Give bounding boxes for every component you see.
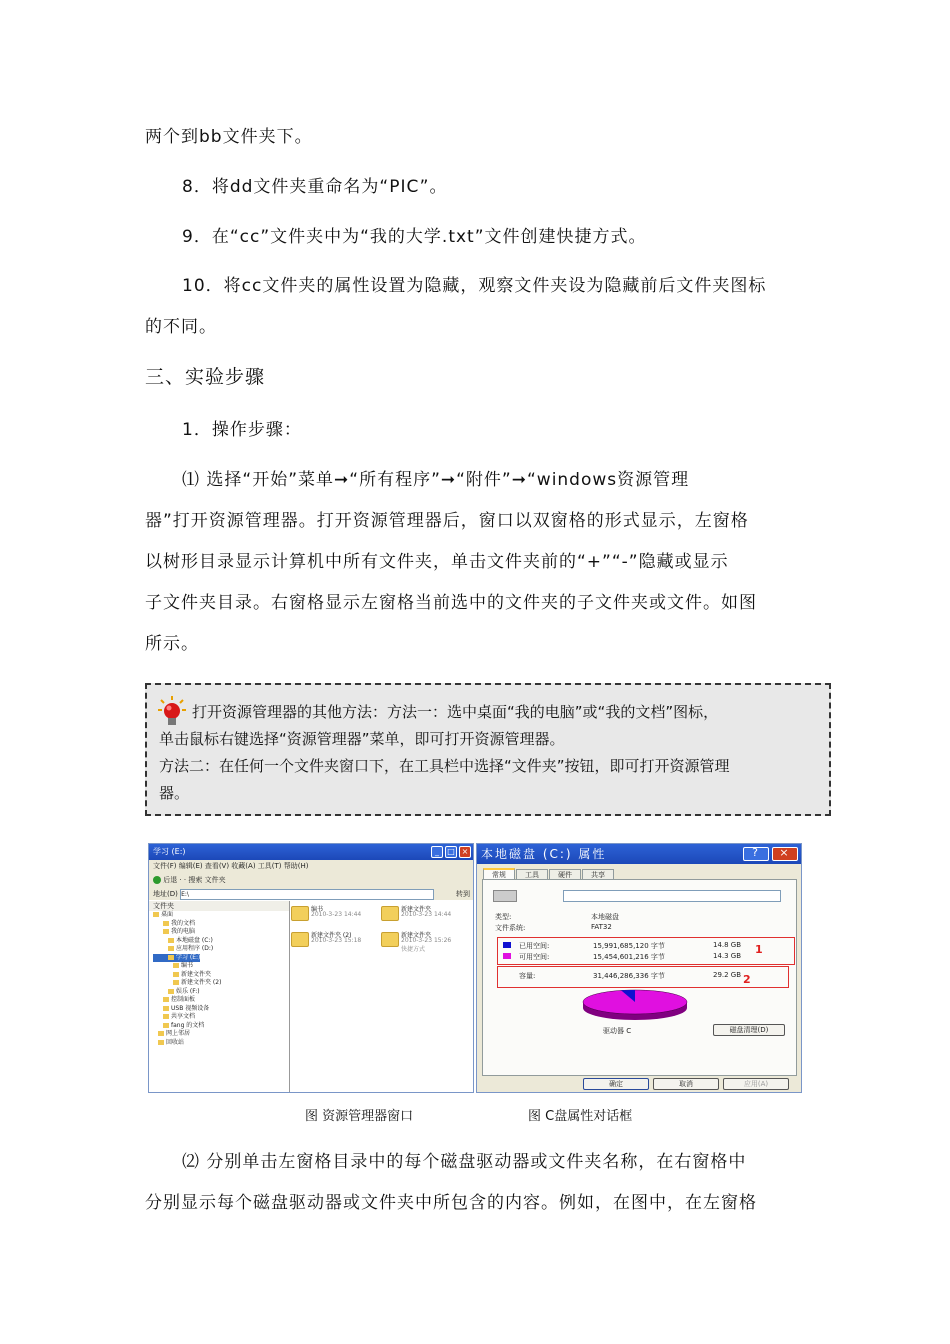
capacity-label: 容量: (519, 972, 536, 980)
tree-item[interactable] (153, 920, 289, 929)
tree-item[interactable] (153, 996, 289, 1005)
disk-cleanup-button[interactable]: 磁盘清理(D) (713, 1024, 785, 1036)
capacity-bytes: 31,446,286,336 字节 (593, 972, 665, 980)
free-gb: 14.3 GB (713, 952, 742, 960)
apply-button[interactable]: 应用(A) (723, 1078, 789, 1090)
tree-item[interactable] (153, 988, 289, 997)
minimize-icon: _ (431, 846, 443, 858)
free-swatch (503, 953, 511, 959)
tree-item-label: 新建文件夹 (2) (181, 979, 222, 986)
tree-item[interactable] (153, 962, 289, 971)
disk-usage-pie (581, 988, 689, 1022)
folder-tree (149, 911, 289, 1047)
tree-item-label: 娱乐 (F:) (176, 987, 200, 995)
file-item[interactable] (381, 930, 471, 954)
tree-item-label: USB 视频设备 (171, 1004, 210, 1012)
tip-line: 方法二：在任何一个文件夹窗口下，在工具栏中选择“文件夹”按钮，即可打开资源管理 (159, 757, 730, 775)
go-button: 转到 (456, 890, 470, 898)
step-heading: 1．操作步骤： (182, 420, 302, 440)
file-name: 新建文件夹 (401, 932, 432, 939)
folder-icon (163, 1023, 169, 1028)
tab-0[interactable]: 常规 (483, 868, 515, 881)
folder-tree-pane (149, 901, 290, 1093)
paragraph-line: 器”打开资源管理器。打开资源管理器后，窗口以双窗格的形式显示，左窗格 (145, 511, 749, 531)
maximize-icon: □ (445, 846, 457, 858)
paragraph-line: 两个到bb文件夹下。 (145, 127, 313, 147)
paragraph-line: 分别显示每个磁盘驱动器或文件夹中所包含的内容。例如，在图中，在左窗格 (145, 1193, 757, 1213)
tree-item[interactable] (153, 1013, 289, 1022)
section-heading: 三、实验步骤 (145, 366, 266, 388)
file-name: 新建文件夹 (401, 906, 432, 913)
folder-icon (153, 912, 159, 917)
paragraph-line: 所示。 (145, 634, 199, 654)
tree-item[interactable] (153, 954, 200, 963)
folder-icon (168, 946, 174, 951)
file-type: 快捷方式 (401, 946, 426, 953)
tree-item-label: 本地磁盘 (C:) (176, 936, 213, 944)
folder-icon (173, 972, 179, 977)
paragraph-line: 的不同。 (145, 317, 217, 337)
folder-icon (168, 938, 174, 943)
toolbar-labels: 后退 · · 搜索 文件夹 (163, 876, 226, 884)
folder-icon (163, 997, 169, 1002)
back-icon (153, 876, 161, 884)
file-date: 2010-3-23 14:44 (401, 911, 452, 918)
paragraph-item-8: 8．将dd文件夹重命名为“PIC”。 (182, 177, 448, 197)
tip-box (145, 683, 831, 816)
folder-icon (291, 906, 309, 921)
figure-caption-right: 图 C盘属性对话框 (528, 1109, 633, 1124)
explorer-window-screenshot (148, 843, 474, 1093)
folder-icon (168, 989, 174, 994)
tree-item-label: 桌面 (161, 911, 174, 918)
tree-item[interactable] (153, 928, 289, 937)
toolbar (149, 872, 473, 888)
used-swatch (503, 942, 511, 948)
tab-1[interactable]: 工具 (516, 869, 548, 881)
folder-icon (173, 980, 179, 985)
folder-icon (163, 929, 169, 934)
file-date: 2010-3-23 15:18 (311, 937, 362, 944)
paragraph-line: 以树形目录显示计算机中所有文件夹，单击文件夹前的“+”“-”隐藏或显示 (145, 552, 729, 572)
paragraph-line: 子文件夹目录。右窗格显示左窗格当前选中的文件夹的子文件夹或文件。如图 (145, 593, 757, 613)
general-tab-panel (482, 879, 797, 1076)
ok-button[interactable]: 确定 (583, 1078, 649, 1090)
tree-item-label: 编书 (181, 962, 194, 969)
file-date: 2010-3-23 14:44 (311, 911, 362, 918)
tip-line: 打开资源管理器的其他方法：方法一：选中桌面“我的电脑”或“我的文档”图标， (192, 703, 719, 721)
tree-item-label: 新建文件夹 (181, 970, 212, 978)
tree-item[interactable] (153, 971, 289, 980)
free-bytes: 15,454,601,216 字节 (593, 953, 665, 961)
address-label: 地址(D) (153, 890, 178, 898)
file-name: 新建文件夹 (2) (311, 932, 352, 939)
tip-line: 单击鼠标右键选择“资源管理器”菜单，即可打开资源管理器。 (159, 730, 565, 748)
cancel-button[interactable]: 取消 (653, 1078, 719, 1090)
file-date: 2010-3-23 15:26 (401, 937, 452, 944)
tree-item-label: 我的文档 (171, 919, 196, 927)
window-title: 学习 (E:) (153, 847, 186, 856)
annotation-mark-2: 2 (743, 973, 751, 986)
free-label: 可用空间: (519, 953, 550, 961)
drive-label-input (563, 890, 781, 902)
annotation-mark-1: 1 (755, 943, 763, 956)
tree-item[interactable] (153, 911, 289, 920)
drive-label: 驱动器 C (603, 1027, 632, 1035)
help-icon: ? (743, 847, 769, 861)
paragraph-item-10: 10．将cc文件夹的属性设置为隐藏，观察文件夹设为隐藏前后文件夹图标 (182, 276, 767, 296)
address-input: E:\ (180, 889, 434, 900)
used-gb: 14.8 GB (713, 941, 742, 949)
folder-icon (173, 963, 179, 968)
fs-label: 文件系统: (495, 924, 526, 932)
tree-item-label: 网上邻居 (166, 1030, 191, 1037)
tree-item-label: 控制面板 (171, 996, 196, 1003)
tree-item[interactable] (153, 979, 289, 988)
file-list (291, 904, 471, 984)
tree-item-label: 回收站 (166, 1038, 185, 1046)
folder-icon (163, 1006, 169, 1011)
folder-icon (163, 1014, 169, 1019)
paragraph-item-9: 9．在“cc”文件夹中为“我的大学.txt”文件创建快捷方式。 (182, 227, 647, 247)
tree-item-label: fang 的文档 (171, 1021, 205, 1029)
tree-item[interactable] (153, 1005, 289, 1014)
tree-item[interactable] (153, 1039, 289, 1048)
folder-icon (381, 906, 399, 921)
tree-item-label: 应用程序 (D:) (176, 945, 214, 952)
file-item[interactable] (291, 930, 381, 954)
tab-2[interactable]: 硬件 (549, 869, 581, 881)
close-icon: × (459, 846, 471, 858)
file-name: 编书 (311, 906, 324, 913)
dialog-title: 本地磁盘 (C:) 属性 (481, 847, 607, 861)
pane-title: 文件夹 (149, 901, 289, 911)
paragraph-line: ⑵ 分别单击左窗格目录中的每个磁盘驱动器或文件夹名称，在右窗格中 (182, 1152, 747, 1172)
type-label: 类型: (495, 913, 512, 921)
address-bar (149, 888, 473, 900)
tab-bar (483, 868, 615, 879)
tab-3[interactable]: 共享 (582, 869, 614, 881)
tree-item-label: 我的电脑 (171, 928, 196, 935)
close-icon: × (772, 847, 798, 861)
file-item[interactable] (381, 904, 471, 928)
folder-icon (158, 1040, 164, 1045)
folder-icon (163, 921, 169, 926)
folder-icon (158, 1031, 164, 1036)
paragraph-line: ⑴ 选择“开始”菜单➞“所有程序”➞“附件”➞“windows资源管理 (182, 470, 690, 490)
capacity-gb: 29.2 GB (713, 971, 742, 979)
folder-icon (291, 932, 309, 947)
tree-item-label: 学习 (E:) (176, 953, 201, 961)
tree-item-label: 共享文档 (171, 1013, 196, 1020)
type-value: 本地磁盘 (591, 913, 619, 921)
fs-value: FAT32 (591, 923, 612, 931)
file-item[interactable] (291, 904, 381, 928)
tip-line: 器。 (159, 784, 190, 802)
folder-icon (381, 932, 399, 947)
tree-item[interactable] (153, 937, 289, 946)
tree-item[interactable] (153, 1030, 289, 1039)
window-titlebar (149, 844, 473, 860)
tree-item[interactable] (153, 945, 289, 954)
menu-bar: 文件(F) 编辑(E) 查看(V) 收藏(A) 工具(T) 帮助(H) (149, 860, 473, 872)
used-label: 已用空间: (519, 942, 550, 950)
figure-caption-left: 图 资源管理器窗口 (305, 1109, 414, 1124)
dialog-titlebar (477, 844, 801, 864)
properties-dialog-screenshot (476, 843, 802, 1093)
drive-icon (493, 890, 517, 902)
used-bytes: 15,991,685,120 字节 (593, 942, 665, 950)
tree-item[interactable] (153, 1022, 289, 1031)
folder-icon (168, 955, 174, 960)
